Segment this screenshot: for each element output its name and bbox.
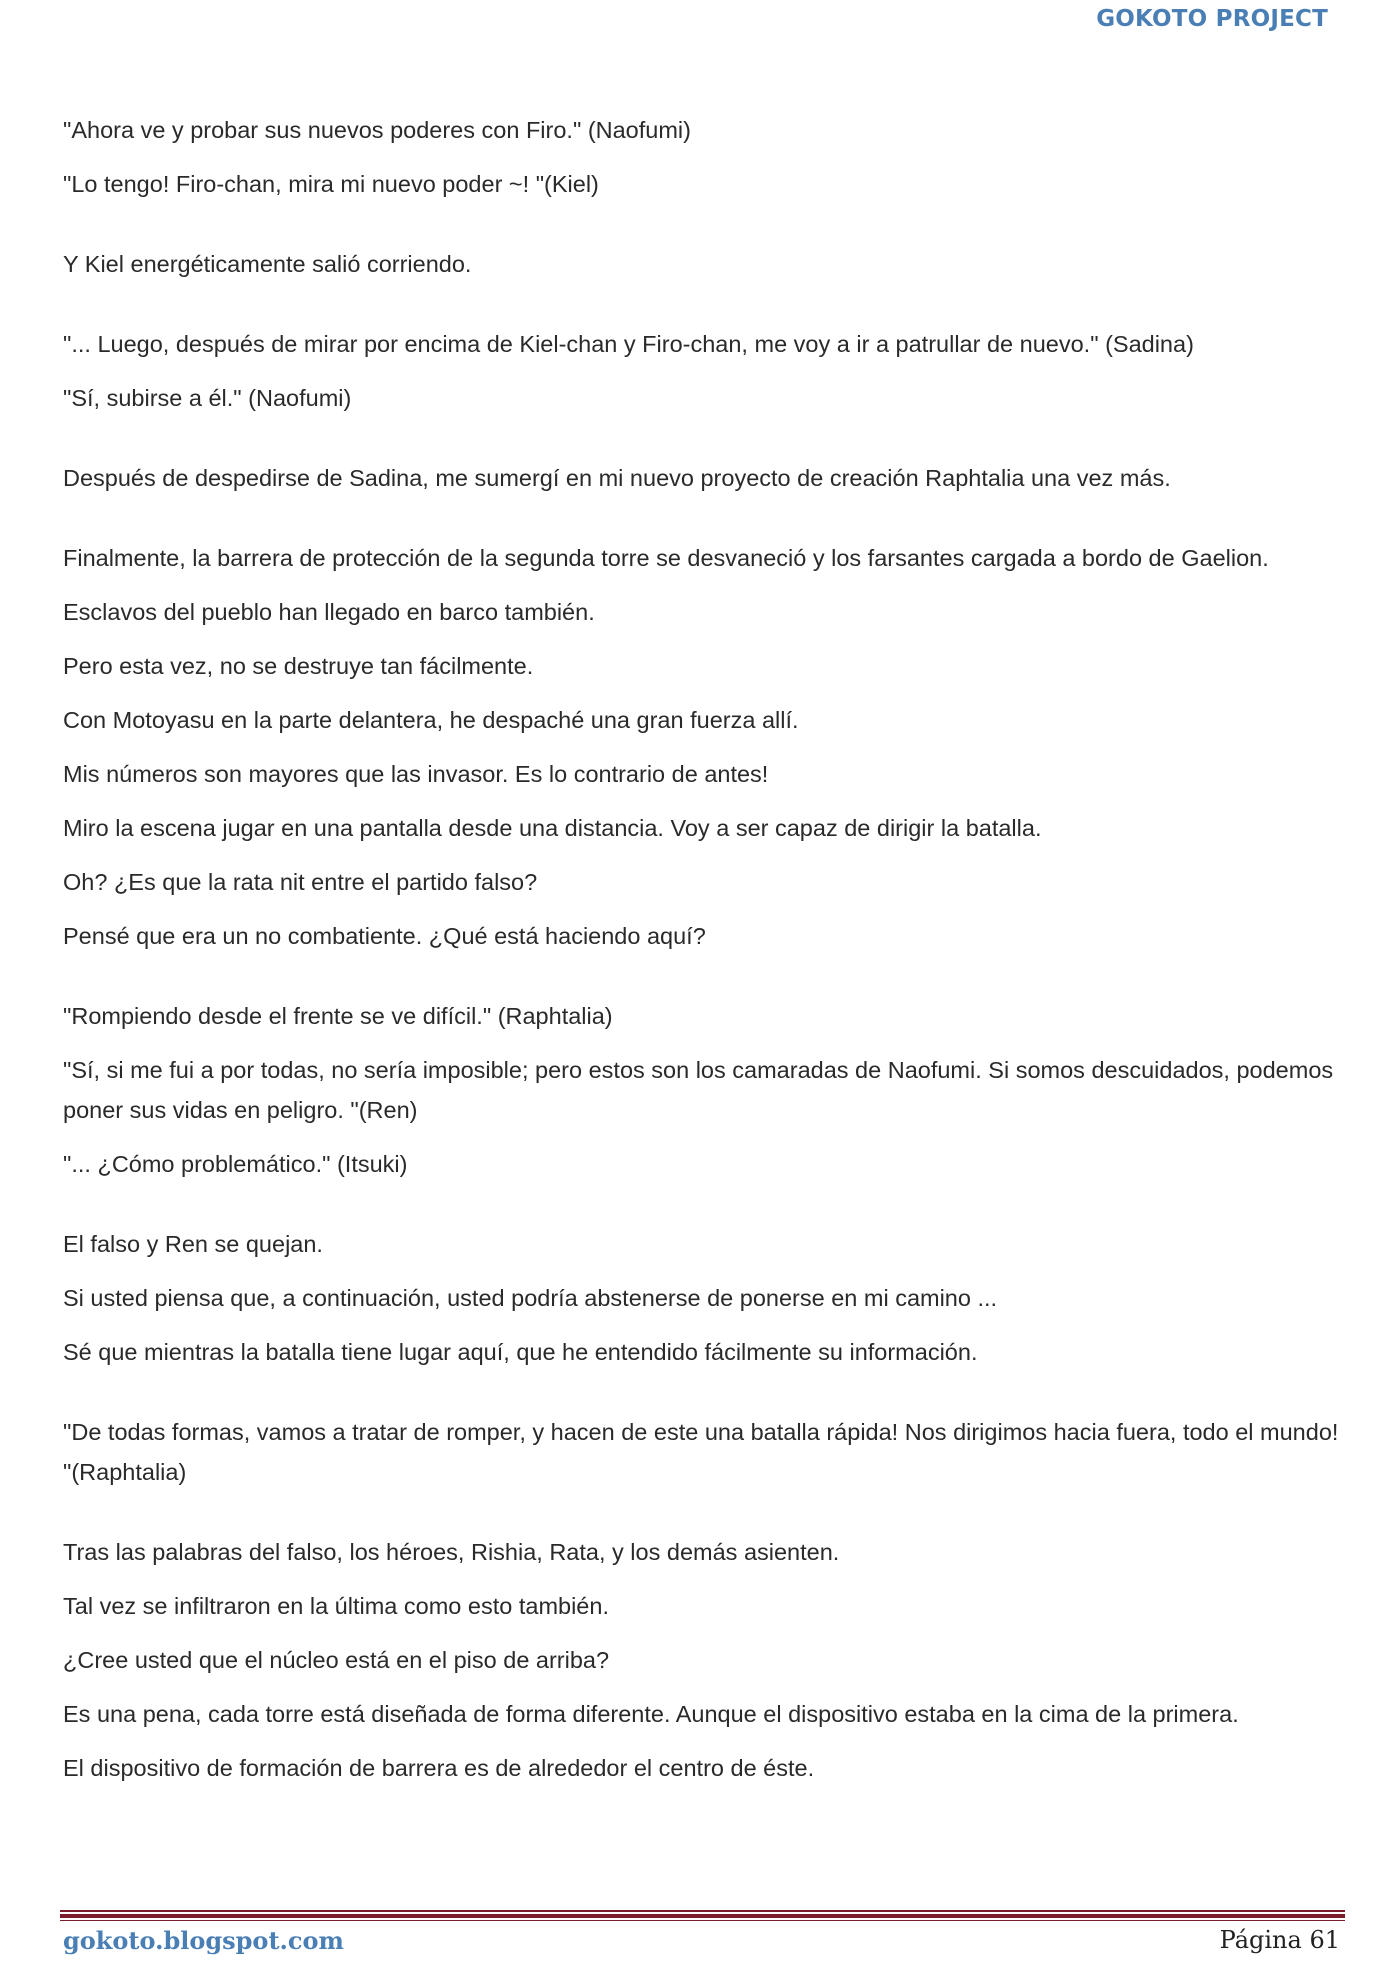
paragraph: El dispositivo de formación de barrera es de alrededor el centro de éste. <box>63 1755 815 1781</box>
paragraph: "Sí, si me fui a por todas, no sería imposible; pero estos son los camaradas de Naofumi. Si somos descuidados, podemos poner sus vidas en peligro. "(Ren) <box>63 1057 1334 1123</box>
footer-rule-top <box>60 1910 1345 1912</box>
paragraph: Pero esta vez, no se destruye tan fácilmente. <box>63 653 534 679</box>
paragraph: ¿Cree usted que el núcleo está en el piso de arriba? <box>63 1647 610 1673</box>
page-header-title: GOKOTO PROJECT <box>1096 6 1328 32</box>
paragraph: "Lo tengo! Firo-chan, mira mi nuevo poder ~! "(Kiel) <box>63 171 599 197</box>
document-body <box>63 110 1348 1802</box>
paragraph: Tal vez se infiltraron en la última como esto también. <box>63 1593 609 1619</box>
paragraph: Miro la escena jugar en una pantalla desde una distancia. Voy a ser capaz de dirigir la batalla. <box>63 815 1042 841</box>
footer-page-number: Página 61 <box>1219 1926 1340 1954</box>
footer-rule-bottom <box>60 1920 1345 1921</box>
paragraph: Oh? ¿Es que la rata nit entre el partido falso? <box>63 869 538 895</box>
paragraph: El falso y Ren se quejan. <box>63 1231 323 1257</box>
paragraph: Después de despedirse de Sadina, me sumergí en mi nuevo proyecto de creación Raphtalia una vez más. <box>63 465 1171 491</box>
paragraph: Con Motoyasu en la parte delantera, he despaché una gran fuerza allí. <box>63 707 799 733</box>
footer-site-link[interactable]: gokoto.blogspot.com <box>63 1926 344 1955</box>
paragraph: "Ahora ve y probar sus nuevos poderes con Firo." (Naofumi) <box>63 117 691 143</box>
paragraph: "De todas formas, vamos a tratar de romper, y hacen de este una batalla rápida! Nos dirigimos hacia fuera, todo el mundo! "(Raphtalia) <box>63 1419 1339 1485</box>
paragraph: Si usted piensa que, a continuación, usted podría abstenerse de ponerse en mi camino ... <box>63 1285 998 1311</box>
paragraph: "... ¿Cómo problemático." (Itsuki) <box>63 1151 408 1177</box>
footer-rule-middle <box>60 1914 1345 1918</box>
paragraph: Sé que mientras la batalla tiene lugar aquí, que he entendido fácilmente su información. <box>63 1339 978 1365</box>
paragraph: "... Luego, después de mirar por encima de Kiel-chan y Firo-chan, me voy a ir a patrullar de nuevo." (Sadina) <box>63 331 1194 357</box>
paragraph: Y Kiel energéticamente salió corriendo. <box>63 251 472 277</box>
paragraph: Tras las palabras del falso, los héroes, Rishia, Rata, y los demás asienten. <box>63 1539 840 1565</box>
paragraph: "Rompiendo desde el frente se ve difícil." (Raphtalia) <box>63 1003 613 1029</box>
paragraph: Esclavos del pueblo han llegado en barco también. <box>63 599 595 625</box>
paragraph: Mis números son mayores que las invasor. Es lo contrario de antes! <box>63 761 769 787</box>
paragraph: "Sí, subirse a él." (Naofumi) <box>63 385 352 411</box>
paragraph: Es una pena, cada torre está diseñada de forma diferente. Aunque el dispositivo estaba en la cima de la primera. <box>63 1701 1239 1727</box>
paragraph: Pensé que era un no combatiente. ¿Qué está haciendo aquí? <box>63 923 706 949</box>
paragraph: Finalmente, la barrera de protección de la segunda torre se desvaneció y los farsantes cargada a bordo de Gaelion. <box>63 545 1269 571</box>
